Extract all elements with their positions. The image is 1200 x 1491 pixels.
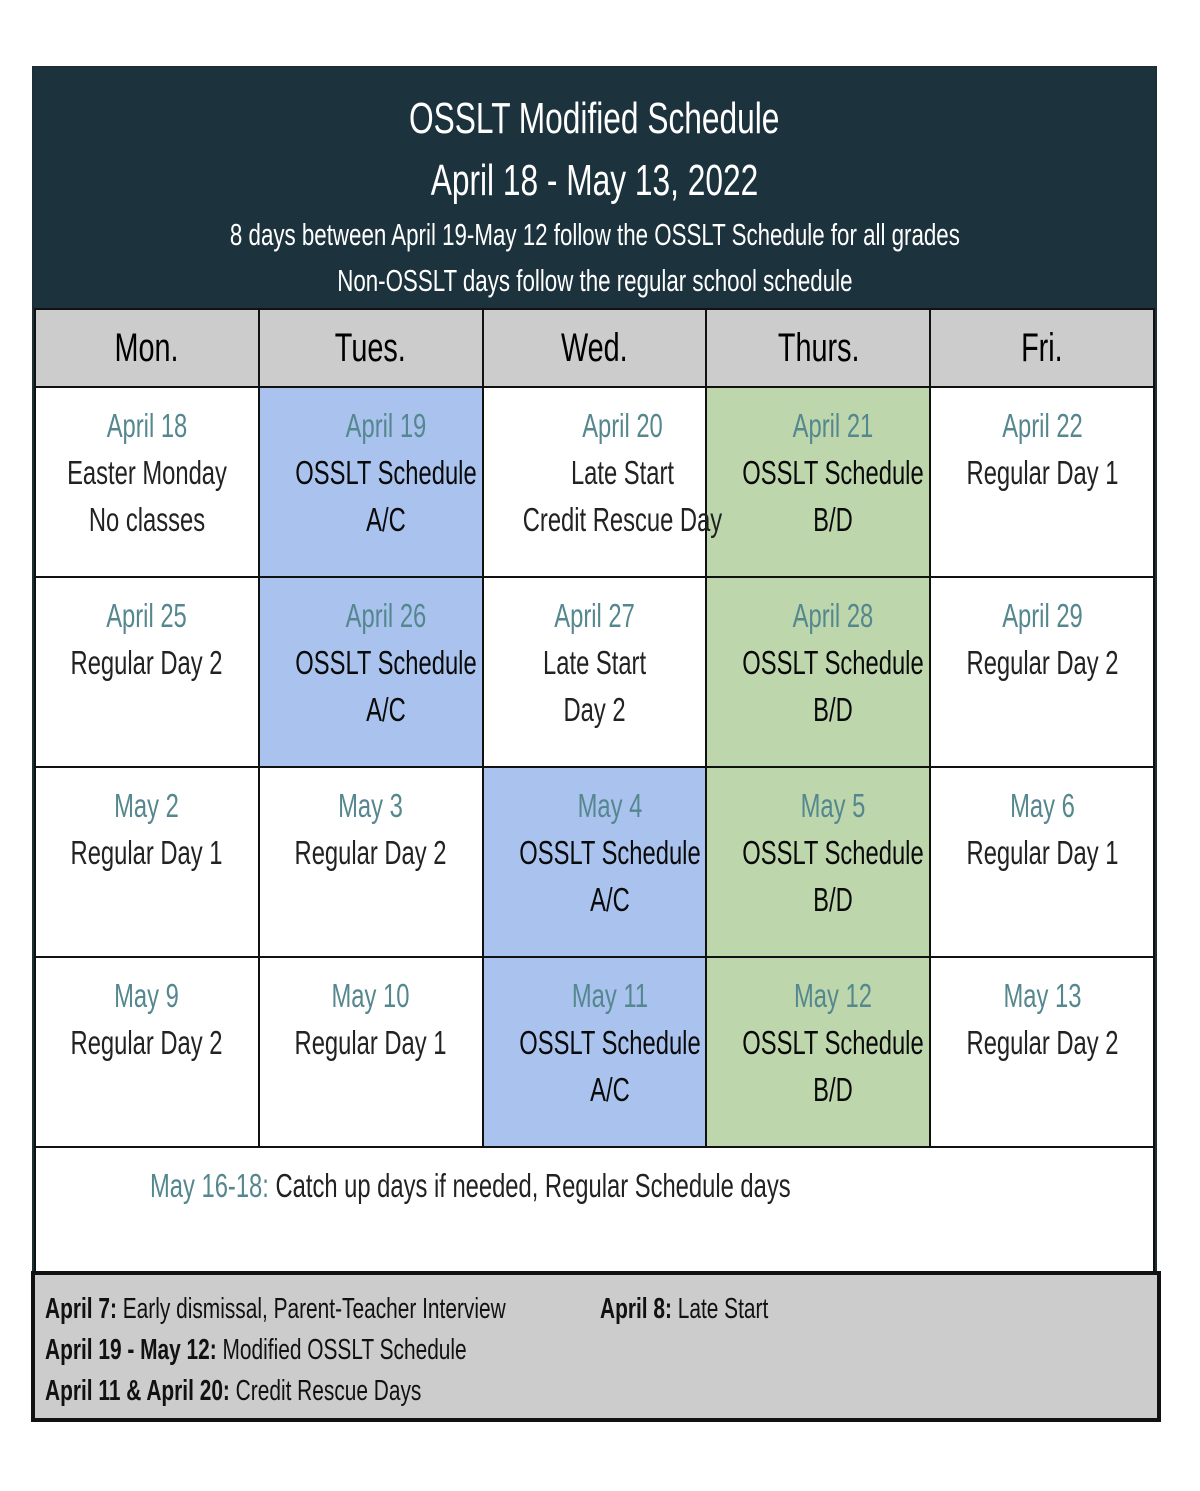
- weekday-label: Tues.: [335, 325, 407, 370]
- day-line: Easter Monday: [67, 454, 227, 491]
- day-line: OSSLT Schedule: [295, 644, 477, 681]
- day-date: May 13: [1003, 977, 1082, 1014]
- weekday-label: Thurs.: [777, 325, 860, 370]
- catch-up-note-date: May 16-18:: [149, 1167, 269, 1204]
- legend-label: April 11 & April 20:: [45, 1375, 230, 1407]
- day-line: OSSLT Schedule: [742, 1024, 925, 1061]
- legend-line: [45, 1330, 1157, 1371]
- weekday-label: Wed.: [561, 325, 628, 370]
- weekday-label: Fri.: [1021, 325, 1063, 370]
- day-cell-osslt-ac: [483, 957, 707, 1147]
- day-date: May 2: [114, 787, 180, 824]
- day-line: OSSLT Schedule: [742, 834, 925, 871]
- day-line: Regular Day 1: [966, 834, 1119, 871]
- day-date: April 25: [106, 597, 188, 634]
- day-date: May 4: [577, 787, 642, 824]
- legend-text: Credit Rescue Days: [229, 1375, 422, 1407]
- day-line: B/D: [813, 881, 854, 918]
- day-line: OSSLT Schedule: [742, 644, 925, 681]
- day-line: Credit Rescue Day: [522, 501, 722, 538]
- day-line: Day 2: [563, 691, 626, 728]
- day-line: B/D: [813, 1071, 854, 1108]
- day-line: OSSLT Schedule: [742, 454, 925, 491]
- schedule-title: OSSLT Modified Schedule: [409, 94, 780, 143]
- day-cell: [483, 577, 707, 767]
- legend-line: [45, 1371, 1157, 1412]
- day-cell-osslt-bd: [706, 767, 930, 957]
- weekday-label: Mon.: [114, 325, 179, 370]
- day-cell-osslt-ac: [259, 387, 483, 577]
- day-line: A/C: [365, 691, 406, 728]
- day-date: April 27: [554, 597, 635, 634]
- weekday-header: [35, 309, 259, 387]
- schedule-banner: [34, 68, 1155, 308]
- legend-label: April 19 - May 12:: [45, 1334, 217, 1366]
- day-cell-osslt-bd: [706, 387, 930, 577]
- weekday-header: [483, 309, 707, 387]
- day-cell-osslt-ac: [259, 577, 483, 767]
- day-date: April 28: [793, 597, 874, 634]
- day-cell: [35, 577, 259, 767]
- day-line: Late Start: [570, 454, 674, 491]
- weekday-header-row: [35, 309, 1154, 387]
- day-date: May 6: [1009, 787, 1075, 824]
- legend-text: Modified OSSLT Schedule: [216, 1334, 467, 1366]
- day-line: B/D: [813, 501, 854, 538]
- day-line: Late Start: [542, 644, 646, 681]
- day-date: May 11: [571, 977, 648, 1014]
- day-line: A/C: [589, 881, 630, 918]
- day-date: April 22: [1001, 407, 1083, 444]
- day-cell: [930, 387, 1154, 577]
- day-line: A/C: [589, 1071, 630, 1108]
- catch-up-note-text: Catch up days if needed, Regular Schedule days: [268, 1167, 791, 1204]
- day-cell: [259, 957, 483, 1147]
- day-line: Regular Day 2: [966, 644, 1119, 681]
- day-line: OSSLT Schedule: [295, 454, 477, 491]
- day-date: April 29: [1001, 597, 1083, 634]
- schedule-subtitle-2: Non-OSSLT days follow the regular school schedule: [336, 263, 853, 298]
- legend-box: [31, 1271, 1161, 1422]
- day-date: May 9: [114, 977, 180, 1014]
- day-date: April 26: [345, 597, 427, 634]
- legend-text: Late Start: [671, 1293, 769, 1325]
- day-cell: [35, 387, 259, 577]
- day-line: No classes: [88, 501, 206, 538]
- day-line: A/C: [365, 501, 406, 538]
- legend-label: April 8:: [600, 1293, 672, 1325]
- weekday-header: [930, 309, 1154, 387]
- day-line: OSSLT Schedule: [518, 834, 701, 871]
- day-cell: [483, 387, 722, 577]
- day-line: Regular Day 1: [966, 454, 1119, 491]
- day-line: OSSLT Schedule: [518, 1024, 701, 1061]
- weekday-header: [259, 309, 483, 387]
- day-cell: [930, 767, 1154, 957]
- day-line: B/D: [813, 691, 854, 728]
- weekday-header: [706, 309, 930, 387]
- day-date: May 3: [338, 787, 404, 824]
- day-date: April 19: [345, 407, 427, 444]
- day-date: May 5: [801, 787, 866, 824]
- legend-line: [45, 1289, 1157, 1330]
- calendar-grid: [34, 308, 1155, 1338]
- day-cell-osslt-ac: [483, 767, 707, 957]
- week-row: [35, 577, 1154, 767]
- day-cell: [35, 767, 259, 957]
- week-row: [35, 767, 1154, 957]
- schedule-date-range: April 18 - May 13, 2022: [430, 156, 759, 205]
- day-cell-osslt-bd: [706, 957, 930, 1147]
- day-line: Regular Day 1: [294, 1024, 447, 1061]
- day-date: April 18: [106, 407, 188, 444]
- day-date: April 20: [581, 407, 663, 444]
- day-line: Regular Day 1: [70, 834, 223, 871]
- day-date: May 12: [794, 977, 873, 1014]
- day-line: Regular Day 2: [70, 644, 223, 681]
- day-cell: [930, 577, 1154, 767]
- day-cell: [35, 957, 259, 1147]
- day-line: Regular Day 2: [70, 1024, 223, 1061]
- day-cell: [930, 957, 1154, 1147]
- day-cell-osslt-bd: [706, 577, 930, 767]
- week-row: [35, 957, 1154, 1147]
- day-date: April 21: [793, 407, 874, 444]
- day-line: Regular Day 2: [294, 834, 447, 871]
- day-date: May 10: [331, 977, 410, 1014]
- day-line: Regular Day 2: [966, 1024, 1119, 1061]
- day-cell: [259, 767, 483, 957]
- legend-text: Early dismissal, Parent-Teacher Interview: [116, 1293, 506, 1325]
- week-row: [35, 387, 1154, 577]
- legend-label: April 7:: [45, 1293, 117, 1325]
- schedule-table-container: [32, 66, 1157, 1340]
- schedule-subtitle-1: 8 days between April 19-May 12 follow the OSSLT Schedule for all grades: [229, 217, 960, 252]
